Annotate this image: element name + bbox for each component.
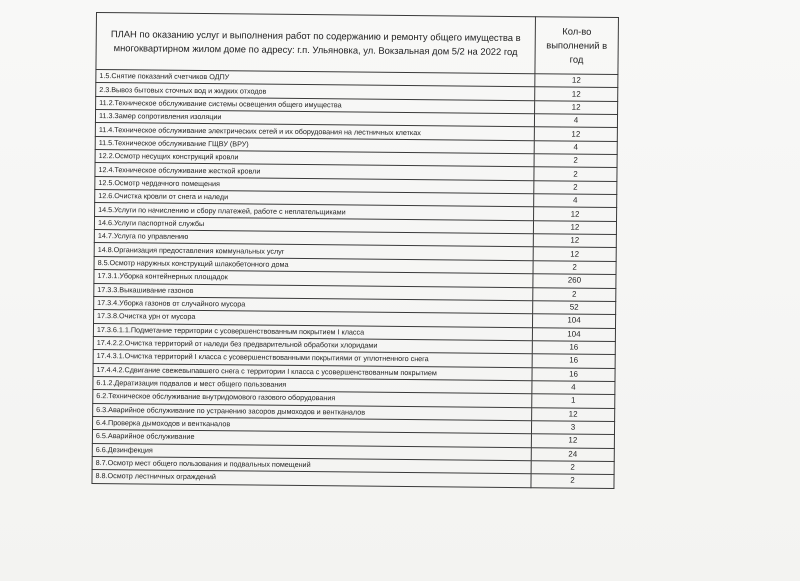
count-cell: 2 [533, 261, 616, 275]
count-cell: 4 [534, 114, 617, 128]
table-body [92, 70, 618, 489]
count-cell: 12 [533, 220, 616, 234]
count-cell: 12 [535, 100, 618, 114]
count-cell: 4 [534, 194, 617, 208]
count-cell: 12 [535, 87, 618, 101]
count-cell: 2 [534, 154, 617, 168]
count-cell: 1 [532, 394, 615, 408]
count-cell: 3 [531, 421, 614, 435]
count-cell: 4 [534, 140, 617, 154]
count-cell: 12 [534, 127, 617, 141]
service-name-cell: 11.5.Техническое обслуживание ГЩВУ (ВРУ) [95, 136, 534, 154]
count-cell: 16 [532, 354, 615, 368]
count-cell: 16 [532, 341, 615, 355]
service-name-cell: 6.2.Техническое обслуживание внутридомового газового оборудования [93, 390, 532, 408]
count-cell: 52 [533, 301, 616, 315]
service-name-cell: 17.4.2.2.Очистка территорий от наледи без предварительной обработки хлоридами [93, 336, 532, 354]
service-name-cell: 6.4.Проверка дымоходов и вентканалов [92, 416, 531, 434]
count-cell: 12 [531, 434, 614, 448]
service-name-cell: 11.3.Замер сопротивления изоляции [95, 110, 534, 128]
service-name-cell: 17.3.8.Очистка урн от мусора [94, 310, 533, 328]
service-name-cell: 14.8.Организация предоставления коммунальных услуг [94, 243, 533, 261]
count-cell: 12 [532, 407, 615, 421]
count-cell: 4 [532, 381, 615, 395]
service-name-cell: 8.7.Осмотр мест общего пользования и подвальных помещений [92, 456, 531, 474]
service-name-cell: 11.2.Техническое обслуживание системы освещения общего имущества [96, 96, 535, 114]
service-name-cell: 14.7.Услуга по управлению [94, 230, 533, 248]
service-name-cell: 11.4.Техническое обслуживание электрических сетей и их оборудования на лестничных клетках [95, 123, 534, 141]
service-name-cell: 17.4.3.1.Очистка территорий I класса с усовершенствованными покрытиями от уплотненного снега [93, 350, 532, 368]
count-cell: 2 [531, 474, 614, 488]
service-name-cell: 17.4.4.2.Сдвигание свежевыпавшего снега с территории I класса с усовершенствованным покрытием [93, 363, 532, 381]
count-cell: 104 [532, 314, 615, 328]
service-name-cell: 12.6.Очистка кровли от снега и наледи [95, 190, 534, 208]
count-cell: 2 [533, 287, 616, 301]
count-cell: 104 [532, 327, 615, 341]
service-name-cell: 8.5.Осмотр наружных конструкций шлакобетонного дома [94, 256, 533, 274]
count-cell: 260 [533, 274, 616, 288]
service-name-cell: 6.1.2.Дератизация подвалов и мест общего пользования [93, 376, 532, 394]
plan-table [91, 12, 619, 489]
service-name-cell: 2.3.Вывоз бытовых сточных вод и жидких отходов [96, 83, 535, 101]
table-header-row [96, 13, 619, 75]
count-cell: 2 [534, 180, 617, 194]
count-cell: 16 [532, 367, 615, 381]
count-column-header: Кол-во выполнений в год [535, 17, 619, 75]
service-name-cell: 6.3.Аварийное обслуживание по устранению засоров дымоходов и вентканалов [93, 403, 532, 421]
count-cell: 2 [531, 461, 614, 475]
service-name-cell: 6.5.Аварийное обслуживание [92, 430, 531, 448]
count-cell: 2 [534, 167, 617, 181]
service-name-cell: 8.8.Осмотр лестничных ограждений [92, 470, 531, 488]
count-cell: 12 [533, 247, 616, 261]
service-name-cell: 6.6.Дезинфекция [92, 443, 531, 461]
service-name-cell: 14.6.Услуги паспортной службы [94, 216, 533, 234]
service-name-cell: 17.3.4.Уборка газонов от случайного мусора [94, 296, 533, 314]
plan-title: ПЛАН по оказанию услуг и выполнения работ по содержанию и ремонту общего имущества в многоквартирном жилом доме по адресу: г.п. Ульяновка, ул. Вокзальная дом 5/2 на 2022 год [96, 13, 536, 74]
service-name-cell: 12.2.Осмотр несущих конструкций кровли [95, 150, 534, 168]
count-cell: 12 [533, 234, 616, 248]
service-name-cell: 12.4.Техническое обслуживание жесткой кровли [95, 163, 534, 181]
service-name-cell: 12.5.Осмотр чердачного помещения [95, 176, 534, 194]
service-name-cell: 14.5.Услуги по начислению и сбору платежей, работе с неплательщиками [95, 203, 534, 221]
count-cell: 12 [534, 207, 617, 221]
count-cell: 12 [535, 74, 618, 88]
service-name-cell: 17.3.3.Выкашивание газонов [94, 283, 533, 301]
count-cell: 24 [531, 447, 614, 461]
service-name-cell: 17.3.1.Уборка контейнерных площадок [94, 270, 533, 288]
service-name-cell: 1.5.Снятие показаний счетчиков ОДПУ [96, 70, 535, 88]
service-name-cell: 17.3.6.1.1.Подметание территории с усовершенствованным покрытием I класса [93, 323, 532, 341]
